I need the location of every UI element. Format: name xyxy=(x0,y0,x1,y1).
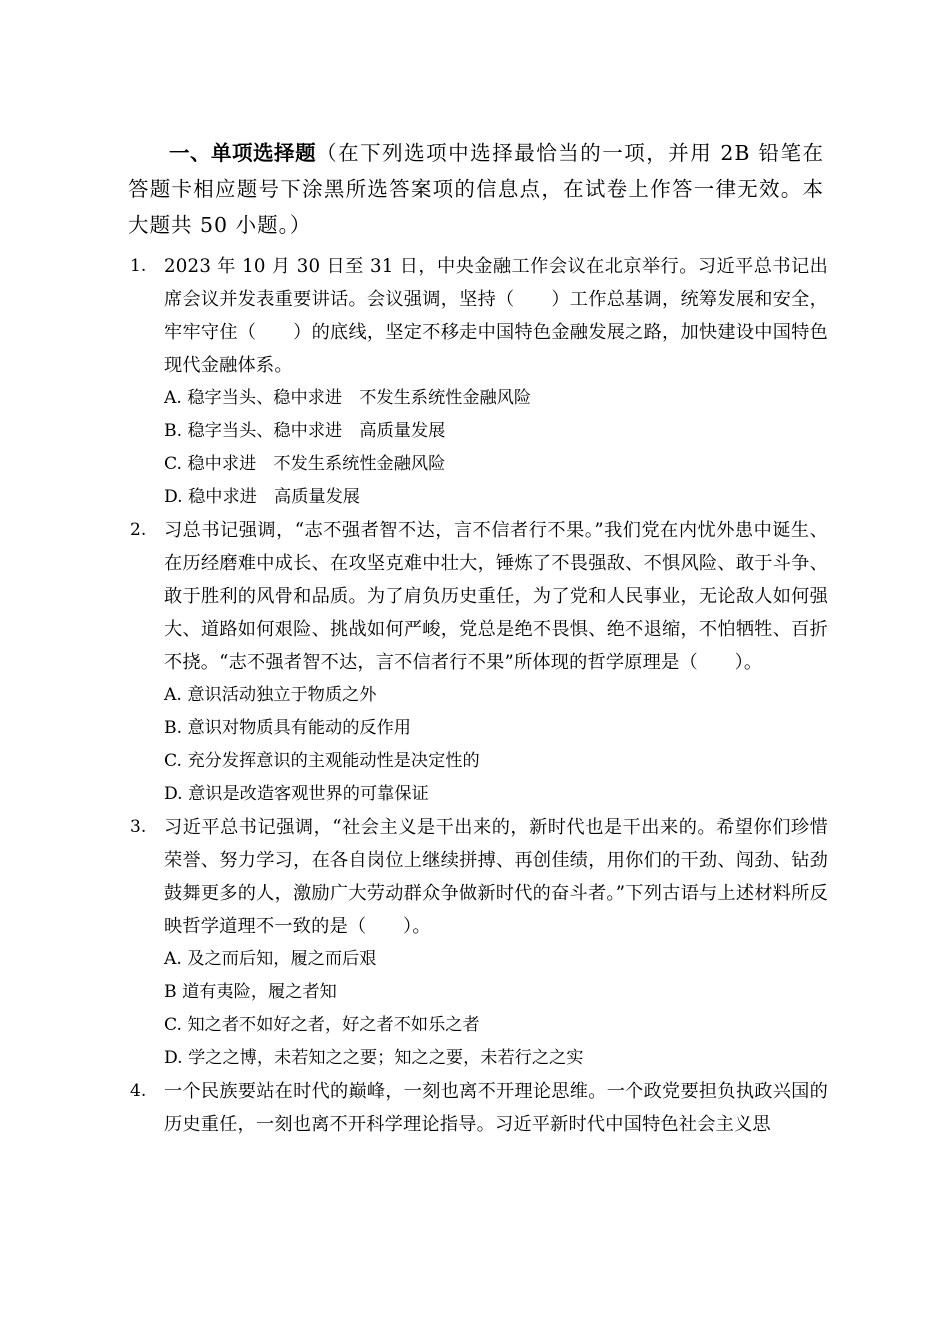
option-c: C. 稳中求进 不发生系统性金融风险 xyxy=(164,454,446,474)
question-3 xyxy=(128,811,828,1075)
question-stem: 2023 年 10 月 30 日至 31 日，中央金融工作会议在北京举行。习近平总书记出席会议并发表重要讲话。会议强调，坚持（ ）工作总基调，统筹发展和安全，牢牢守住（ ）的底线，坚定不移走中国特色金融发展之路，加快建设中国特色现代金融体系。 xyxy=(164,256,828,376)
option-c: C. 知之者不如好之者，好之者不如乐之者 xyxy=(164,1015,480,1035)
option-b: B 道有夷险，履之者知 xyxy=(164,982,337,1002)
option-d: D. 学之之博，未若知之之要；知之之要，未若行之之实 xyxy=(164,1048,584,1068)
question-1 xyxy=(128,250,828,514)
option-c: C. 充分发挥意识的主观能动性是决定性的 xyxy=(164,751,480,771)
question-number: 1. xyxy=(130,256,147,276)
option-a: A. 稳字当头、稳中求进 不发生系统性金融风险 xyxy=(164,388,532,408)
question-list xyxy=(128,250,828,1141)
question-stem: 习近平总书记强调，“社会主义是干出来的，新时代也是干出来的。希望你们珍惜荣誉、努力学习，在各自岗位上继续拼搏、再创佳绩，用你们的干劲、闯劲、钻劲鼓舞更多的人，激励广大劳动群众争做新时代的奋斗者。”下列古语与上述材料所反映哲学道理不一致的是（ ）。 xyxy=(164,817,828,937)
question-stem: 习总书记强调，“志不强者智不达，言不信者行不果。”我们党在内忧外患中诞生、在历经磨难中成长、在攻坚克难中壮大，锤炼了不畏强敌、不惧风险、敢于斗争、敢于胜利的风骨和品质。为了肩负历史重任，为了党和人民事业，无论敌人如何强大、道路如何艰险、挑战如何严峻，党总是绝不畏惧、绝不退缩，不怕牺牲、百折不挠。“志不强者智不达，言不信者行不果”所体现的哲学原理是（ ）。 xyxy=(164,520,828,673)
question-2 xyxy=(128,514,828,811)
question-number: 3. xyxy=(130,817,147,837)
section-title: 一、单项选择题 xyxy=(169,141,317,165)
option-d: D. 意识是改造客观世界的可靠保证 xyxy=(164,784,429,804)
option-b: B. 稳字当头、稳中求进 高质量发展 xyxy=(164,421,446,441)
option-a: A. 及之而后知，履之而后艰 xyxy=(164,949,377,969)
option-a: A. 意识活动独立于物质之外 xyxy=(164,685,377,705)
question-4 xyxy=(128,1075,828,1141)
section-instructions: （在下列选项中选择最恰当的一项，并用 2B 铅笔在答题卡相应题号下涂黑所选答案项的信息点，在试卷上作答一律无效。本大题共 50 小题。） xyxy=(128,141,825,237)
option-d: D. 稳中求进 高质量发展 xyxy=(164,487,360,507)
section-header xyxy=(128,135,824,243)
question-number: 2. xyxy=(130,520,147,540)
question-number: 4. xyxy=(130,1081,147,1101)
question-stem: 一个民族要站在时代的巅峰，一刻也离不开理论思维。一个政党要担负执政兴国的历史重任，一刻也离不开科学理论指导。习近平新时代中国特色社会主义思 xyxy=(164,1081,828,1135)
option-b: B. 意识对物质具有能动的反作用 xyxy=(164,718,411,738)
